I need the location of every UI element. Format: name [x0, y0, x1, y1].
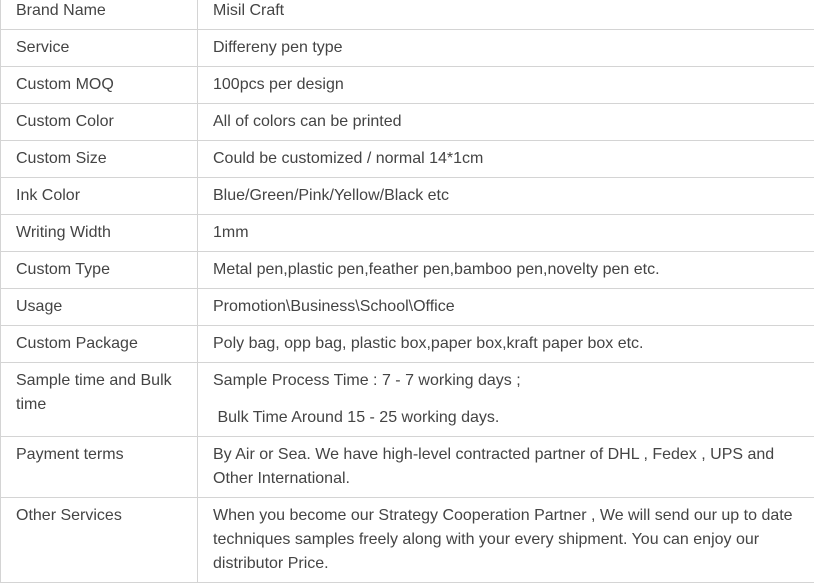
table-row [1, 67, 814, 104]
row-label: Custom Color [1, 104, 198, 141]
row-label: Service [1, 30, 198, 67]
row-value [198, 178, 814, 215]
value-text: Misil Craft [213, 0, 799, 23]
row-value [198, 141, 814, 178]
value-text: Metal pen,plastic pen,feather pen,bamboo pen,novelty pen etc. [213, 258, 799, 282]
value-text: Promotion\Business\School\Office [213, 295, 799, 319]
value-text: When you become our Strategy Cooperation Partner , We will send our up to date techniques samples freely along with your every shipment. You can enjoy our distributor Price. [213, 504, 799, 576]
row-value [198, 437, 814, 498]
row-value [198, 498, 814, 583]
table-row [1, 178, 814, 215]
value-text: Sample Process Time : 7 - 7 working days ; [213, 369, 799, 393]
table-row [1, 0, 814, 30]
row-value [198, 67, 814, 104]
table-row [1, 289, 814, 326]
table-row [1, 252, 814, 289]
value-text: 100pcs per design [213, 73, 799, 97]
row-label: Custom Package [1, 326, 198, 363]
table-row [1, 215, 814, 252]
row-label: Other Services [1, 498, 198, 583]
spec-table-body [1, 0, 814, 583]
value-text: Blue/Green/Pink/Yellow/Black etc [213, 184, 799, 208]
value-text: Could be customized / normal 14*1cm [213, 147, 799, 171]
row-label: Ink Color [1, 178, 198, 215]
value-text: Differeny pen type [213, 36, 799, 60]
table-row [1, 30, 814, 67]
row-value [198, 104, 814, 141]
row-value [198, 363, 814, 437]
row-value [198, 0, 814, 30]
row-label: Writing Width [1, 215, 198, 252]
value-text: Poly bag, opp bag, plastic box,paper box,kraft paper box etc. [213, 332, 799, 356]
table-row [1, 141, 814, 178]
row-label: Usage [1, 289, 198, 326]
row-label: Sample time and Bulk time [1, 363, 198, 437]
table-row [1, 437, 814, 498]
value-text: All of colors can be printed [213, 110, 799, 134]
row-label: Payment terms [1, 437, 198, 498]
table-row [1, 363, 814, 437]
row-label: Custom Type [1, 252, 198, 289]
row-label: Brand Name [1, 0, 198, 30]
table-row [1, 104, 814, 141]
row-value [198, 289, 814, 326]
row-value [198, 326, 814, 363]
value-text: 1mm [213, 221, 799, 245]
row-label: Custom MOQ [1, 67, 198, 104]
row-value [198, 30, 814, 67]
table-row [1, 498, 814, 583]
table-row [1, 326, 814, 363]
row-value [198, 252, 814, 289]
value-text: Bulk Time Around 15 - 25 working days. [213, 406, 799, 430]
value-text: By Air or Sea. We have high-level contracted partner of DHL , Fedex , UPS and Other International. [213, 443, 799, 491]
row-value [198, 215, 814, 252]
row-label: Custom Size [1, 141, 198, 178]
